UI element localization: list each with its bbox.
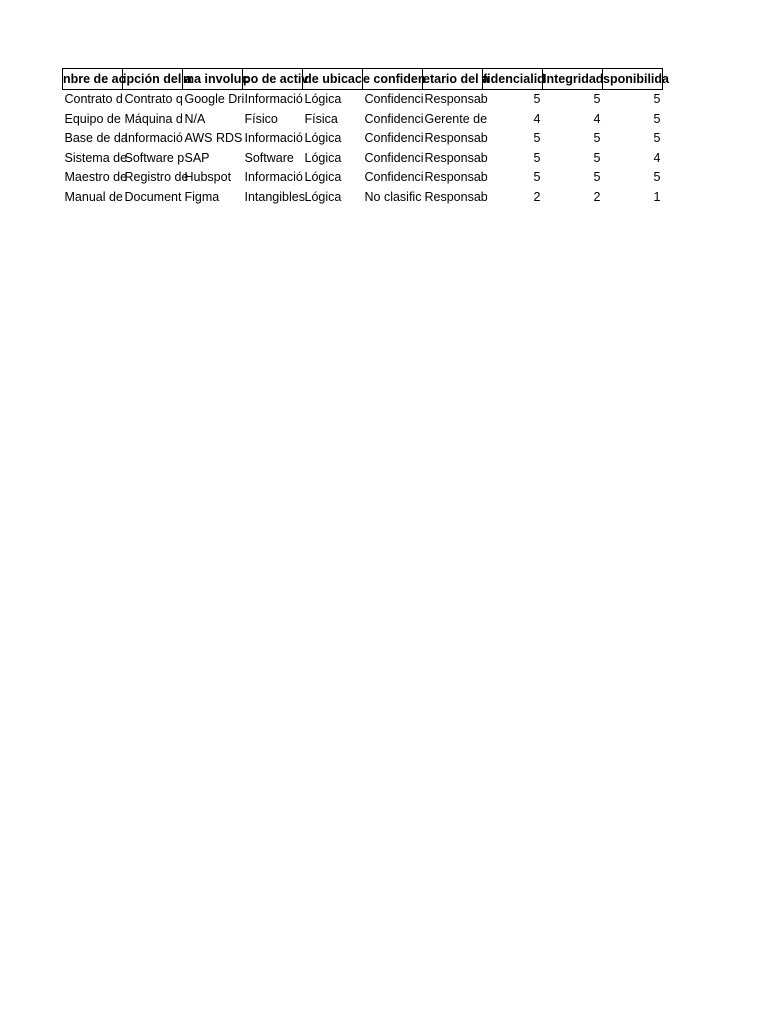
table-cell[interactable]: 5: [533, 150, 541, 165]
table-cell[interactable]: Lógica: [304, 170, 342, 184]
header-cell[interactable]: [303, 69, 363, 90]
table-cell[interactable]: 4: [593, 111, 601, 126]
table-row: [63, 149, 663, 169]
header-label: Integridad: [543, 71, 604, 86]
table-cell[interactable]: Informació: [244, 92, 303, 106]
asset-inventory-table: [62, 68, 669, 207]
spreadsheet-page: [62, 68, 669, 207]
table-cell[interactable]: Confidenci: [364, 170, 424, 184]
table-cell[interactable]: Responsab: [424, 150, 488, 165]
table-cell[interactable]: Responsab: [424, 170, 488, 184]
header-label: ma involuc: [183, 71, 249, 86]
header-label: nbre de ac: [63, 71, 126, 86]
table-cell[interactable]: 5: [533, 170, 541, 184]
header-cell[interactable]: [243, 69, 309, 90]
table-cell[interactable]: N/A: [184, 111, 206, 126]
table-cell[interactable]: AWS RDS: [184, 131, 243, 145]
table-cell[interactable]: Registro de: [124, 170, 189, 184]
table-cell[interactable]: 4: [653, 150, 661, 165]
table-row: [63, 90, 663, 110]
table-cell[interactable]: 5: [653, 131, 661, 145]
table-cell[interactable]: Confidenci: [364, 92, 424, 106]
table-cell[interactable]: 5: [653, 170, 661, 184]
table-cell[interactable]: SAP: [184, 150, 210, 165]
header-label: de ubicac: [304, 71, 362, 86]
table-cell[interactable]: Sistema de: [64, 150, 128, 165]
table-cell[interactable]: Responsab: [424, 131, 488, 145]
table-cell[interactable]: 5: [533, 131, 541, 145]
table-cell[interactable]: Base de da: [64, 131, 128, 145]
table-cell[interactable]: Software p: [124, 150, 185, 165]
table-cell[interactable]: Informació: [244, 131, 303, 145]
header-cell[interactable]: [123, 69, 192, 90]
table-cell[interactable]: Intangibles: [244, 189, 305, 204]
table-cell[interactable]: Máquina d: [124, 111, 183, 126]
table-cell[interactable]: Lógica: [304, 131, 342, 145]
header-cell[interactable]: [183, 69, 249, 90]
table-cell[interactable]: 1: [653, 189, 661, 204]
header-cell[interactable]: [63, 69, 126, 90]
table-cell[interactable]: Confidenci: [364, 131, 424, 145]
table-cell[interactable]: Manual de: [64, 189, 123, 204]
table-cell[interactable]: Física: [304, 111, 338, 126]
header-cell[interactable]: [603, 69, 669, 90]
header-cell[interactable]: [423, 69, 489, 90]
table-cell[interactable]: 5: [593, 92, 601, 106]
table-cell[interactable]: Gerente de: [424, 111, 488, 126]
table-cell[interactable]: Maestro de: [64, 170, 128, 184]
table-cell[interactable]: 4: [533, 111, 541, 126]
table-cell[interactable]: Figma: [184, 189, 220, 204]
header-cell[interactable]: [543, 69, 603, 90]
table-cell[interactable]: Software: [244, 150, 294, 165]
header-cell[interactable]: [483, 69, 543, 90]
table-cell[interactable]: 5: [593, 131, 601, 145]
header-label: po de activ: [243, 71, 309, 86]
header-row: [63, 69, 663, 90]
table-row: [63, 110, 663, 130]
table-cell[interactable]: Responsab: [424, 189, 488, 204]
table-cell[interactable]: 2: [533, 189, 541, 204]
table-cell[interactable]: 5: [593, 170, 601, 184]
table-cell[interactable]: Hubspot: [184, 170, 232, 184]
table-cell[interactable]: 5: [593, 150, 601, 165]
table-cell[interactable]: Confidenci: [364, 150, 424, 165]
header-label: e confiden: [363, 71, 426, 86]
table-row: [63, 188, 663, 208]
table-cell[interactable]: Contrato q: [124, 92, 183, 106]
table-cell[interactable]: Equipo de: [64, 111, 121, 126]
header-label: ipción del a: [123, 71, 192, 86]
table-cell[interactable]: No clasific: [364, 189, 422, 204]
table-cell[interactable]: Contrato d: [64, 92, 123, 106]
table-cell[interactable]: Confidenci: [364, 111, 424, 126]
table-cell[interactable]: 5: [653, 111, 661, 126]
table-cell[interactable]: 5: [653, 92, 661, 106]
table-cell[interactable]: 5: [533, 92, 541, 106]
table-cell[interactable]: Lógica: [304, 92, 342, 106]
header-label: etario del a: [423, 71, 489, 86]
table-cell[interactable]: Lógica: [304, 189, 342, 204]
table-cell[interactable]: Físico: [244, 111, 278, 126]
table-cell[interactable]: Responsab: [424, 92, 488, 106]
table-row: [63, 168, 663, 188]
header-label: fidencialid: [483, 71, 545, 86]
table-cell[interactable]: Lógica: [304, 150, 342, 165]
header-cell[interactable]: [363, 69, 426, 90]
header-label: sponibilida: [603, 71, 669, 86]
table-cell[interactable]: Informació: [244, 170, 303, 184]
table-cell[interactable]: Document: [124, 189, 182, 204]
table-cell[interactable]: Google Dri: [184, 92, 245, 106]
table-row: [63, 129, 663, 149]
table-cell[interactable]: 2: [593, 189, 601, 204]
table-cell[interactable]: Informació: [124, 131, 183, 145]
